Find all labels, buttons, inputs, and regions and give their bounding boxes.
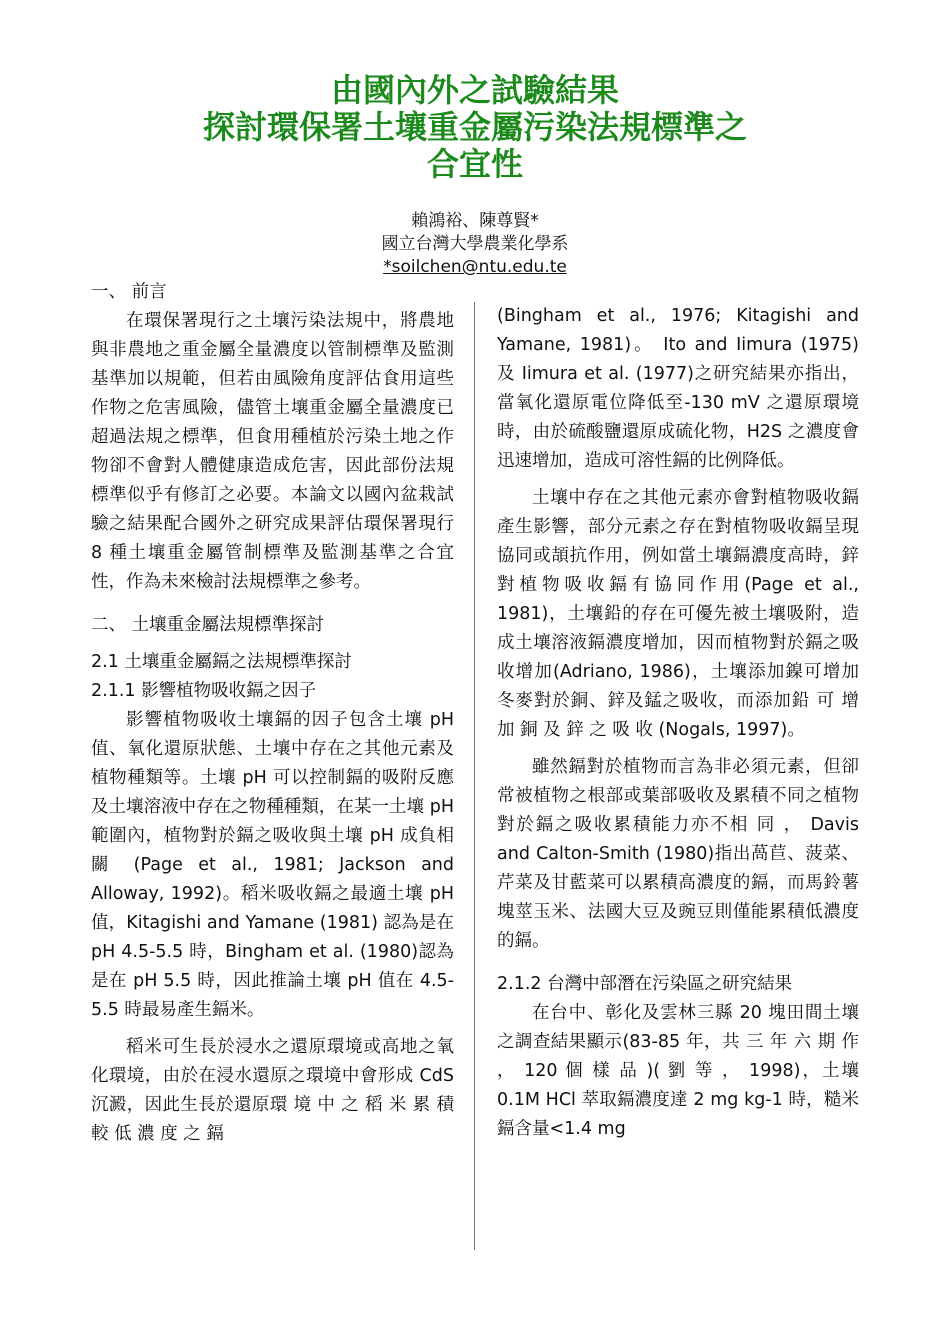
paragraph-2-1-2: 在台中、彰化及雲林三縣 20 塊田間土壤之調查結果顯示(83-85 年，共 三 年 六 期 作 ， 120 個 樣 品 )( 劉 等 ， 1998)，土壤 0.1M HCl 萃取鎘濃度達 2 mg kg-1 時，糙米鎘含量<1.4 mg	[497, 1003, 859, 1139]
paragraph-other-elements: 土壤中存在之其他元素亦會對植物吸收鎘產生影響，部分元素之存在對植物吸收鎘呈現協同或頡抗作用，例如當土壤鎘濃度高時，鋅對植物吸收鎘有協同作用(Page et al., 1981)，土壤鉛的存在可優先被土壤吸附，造成土壤溶液鎘濃度增加，因而植物對於鎘之吸收增加(Adriano, 1986)，土壤添加鎳可增加冬麥對於銅、鋅及錳之吸收，而添加鉛 可 增 加 銅 及 鋅 之 吸 收 (Nogals, 1997)。	[497, 488, 859, 740]
left-column	[91, 278, 454, 1149]
paragraph-intro: 在環保署現行之土壤污染法規中，將農地與非農地之重金屬全量濃度以管制標準及監測基準加以規範，但若由風險角度評估食用這些作物之危害風險，儘管土壤重金屬全量濃度已超過法規之標準，但食用種植於污染土地之作物卻不會對人體健康造成危害，因此部份法規標準似乎有修訂之必要。本論文以國內盆栽試驗之結果配合國外之研究成果評估環保署現行 8 種土壤重金屬管制標準及監測基準之合宜性，作為未來檢討法規標準之參考。	[91, 311, 454, 592]
title-line-3: 合宜性	[426, 145, 523, 183]
subsection-heading-2-1-2: 2.1.2 台灣中部潛在污染區之研究結果	[497, 974, 793, 994]
author-affiliation: 國立台灣大學農業化學系	[381, 234, 569, 254]
paragraph-2-1-1-b: 稻米可生長於浸水之還原環境或高地之氧化環境，由於在浸水還原之環境中會形成 CdS 沉澱，因此生長於還原環 境 中 之 稻 米 累 積 較 低 濃 度 之 鎘	[91, 1037, 454, 1144]
paper-title	[0, 72, 950, 183]
subsection-heading-2-1-1: 2.1.1 影響植物吸收鎘之因子	[91, 681, 317, 701]
author-names: 賴鴻裕、陳尊賢*	[411, 211, 539, 231]
paragraph-continued: (Bingham et al., 1976; Kitagishi and Yamane, 1981)。 Ito and Iimura (1975) 及 Iimura et al. (1977)之研究結果亦指出，當氧化還原電位降低至-130 mV 之還原環境時，由於硫酸鹽還原成硫化物，H2S 之濃度會迅速增加，造成可溶性鎘的比例降低。	[497, 306, 859, 471]
author-email-link[interactable]: *soilchen@ntu.edu.te	[383, 257, 567, 277]
title-line-2: 探討環保署土壤重金屬污染法規標準之	[202, 108, 747, 146]
subsection-heading-2-1: 2.1 土壤重金屬鎘之法規標準探討	[91, 652, 352, 672]
title-line-1: 由國內外之試驗結果	[330, 71, 619, 109]
author-block	[0, 210, 950, 279]
section-heading-2: 二、 土壤重金屬法規標準探討	[91, 615, 325, 635]
paragraph-2-1-1-a: 影響植物吸收土壤鎘的因子包含土壤 pH 值、氧化還原狀態、土壤中存在之其他元素及植物種類等。土壤 pH 可以控制鎘的吸附反應及土壤溶液中存在之物種種類，在某一土壤 pH 範圍內，植物對於鎘之吸收與土壤 pH 成負相關 (Page et al., 1981; Jackson and Alloway, 1992)。稻米吸收鎘之最適土壤 pH 值，Kitagishi and Yamane (1981) 認為是在 pH 4.5-5.5 時，Bingham et al. (1980)認為是在 pH 5.5 時，因此推論土壤 pH 值在 4.5-5.5 時最易產生鎘米。	[91, 710, 454, 1020]
right-column	[497, 302, 859, 1144]
column-divider	[474, 302, 475, 1250]
paragraph-plant-species: 雖然鎘對於植物而言為非必須元素，但卻常被植物之根部或葉部吸收及累積不同之植物對於鎘之吸收累積能力亦不相 同 ， Davis and Calton-Smith (1980)指出萵苣、菠菜、芹菜及甘藍菜可以累積高濃度的鎘，而馬鈴薯塊莖玉米、法國大豆及豌豆則僅能累積低濃度的鎘。	[497, 757, 859, 951]
section-heading-intro: 一、 前言	[91, 282, 167, 302]
